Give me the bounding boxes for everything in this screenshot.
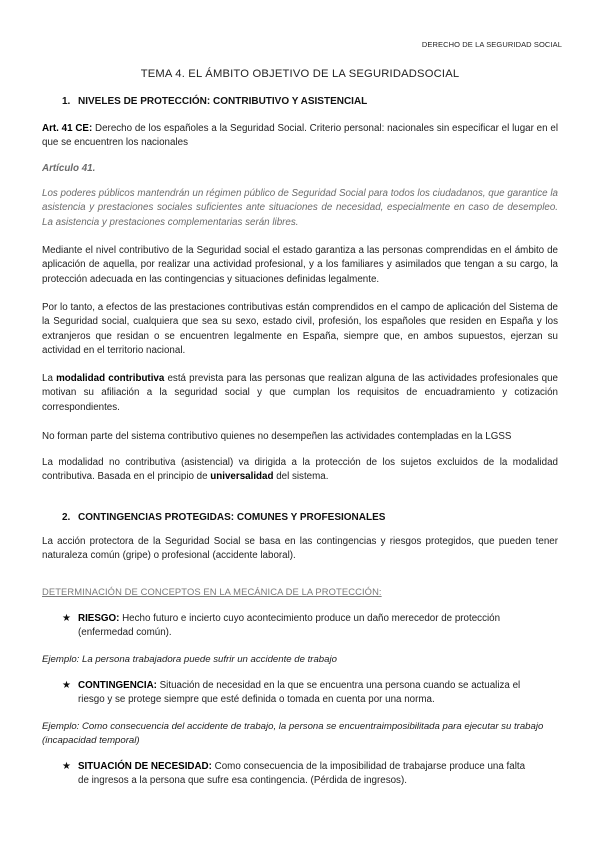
modalidad-post: está prevista para las personas que realizan alguna de las actividades profesionales que motivan su afiliación a la seguridad social y que cumplan los requisitos de encuadramiento y cotización correspondientes. <box>42 373 558 413</box>
section-2-title: CONTINGENCIAS PROTEGIDAS: COMUNES Y PROFESIONALES <box>78 512 386 523</box>
conceptos-subheading: DETERMINACIÓN DE CONCEPTOS EN LA MECÁNICA DE LA PROTECCIÓN: <box>42 586 382 597</box>
modalidad-pre: La <box>42 373 57 384</box>
contingencia-text-2: riesgo y se protege siempre que esté definida o tomada en cuenta por una norma. <box>78 694 435 706</box>
modalidad-bold: modalidad contributiva <box>56 373 165 384</box>
paragraph-no-contributiva <box>42 456 558 485</box>
art41-text: Derecho de los españoles a la Seguridad Social. Criterio personal: nacionales sin especificar el lugar en el que se encuentren los nacionales <box>42 123 558 149</box>
paragraph-por-lo-tanto: Por lo tanto, a efectos de las prestaciones contributivas están comprendidos en el campo de aplicación del Sistema de la Seguridad social, cualquiera que sea su sexo, estado civil, profesión, los españoles que residen en España y los extranjeros que residan o se encuentren legalmente en España, siempre que, en ambos supuestos, ejerzan su actividad en el territorio nacional. <box>42 302 558 357</box>
paragraph-no-forman: No forman parte del sistema contributivo quienes no desempeñen las actividades contempladas en la LGSS <box>42 431 512 442</box>
art41-paragraph <box>42 122 558 151</box>
riesgo-label: RIESGO: <box>78 613 120 624</box>
paragraph-contributivo: Mediante el nivel contributivo de la Seguridad social el estado garantiza a las personas comprendidas en el ámbito de aplicación de aquella, por realizar una actividad profesional, y a los familiares y asimilados que tengan a su cargo, la protección adecuada en las contingencias y situaciones definidas legalmente. <box>42 245 558 285</box>
contingencia-label: CONTINGENCIA: <box>78 680 157 691</box>
universalidad-bold: universalidad <box>210 471 274 483</box>
running-header: DERECHO DE LA SEGURIDAD SOCIAL <box>421 40 562 49</box>
document-title: TEMA 4. EL ÁMBITO OBJETIVO DE LA SEGURIDADSOCIAL <box>140 68 460 80</box>
paragraph-accion-protectora: La acción protectora de la Seguridad Social se basa en las contingencias y riesgos protegidos, que pueden tener naturaleza común (gripe) o profesional (accidente laboral). <box>42 536 558 562</box>
section-1-title: NIVELES DE PROTECCIÓN: CONTRIBUTIVO Y ASISTENCIAL <box>78 96 368 107</box>
example-2: Ejemplo: Como consecuencia del accidente de trabajo, la persona se encuentraimposibilitada para ejecutar su trabajo (incapacidad temporal) <box>42 721 544 747</box>
situacion-text: Como consecuencia de la imposibilidad de trabajarse produce una falta <box>211 761 526 772</box>
term-riesgo <box>62 612 558 641</box>
star-icon: ★ <box>62 680 71 691</box>
article-41-title: Artículo 41. <box>42 163 96 174</box>
star-icon: ★ <box>62 613 71 624</box>
no-contributiva-post: del sistema. <box>273 471 329 483</box>
article-41-quote: Los poderes públicos mantendrán un régimen público de Seguridad Social para todos los ciudadanos, que garantice la asistencia y prestaciones sociales suficientes ante situaciones de necesidad, especialmente en caso de desempleo. La asistencia y prestaciones complementarias serán libres. <box>42 188 558 228</box>
section-1-number: 1. <box>62 96 71 107</box>
section-2-heading <box>62 512 385 523</box>
example-1: Ejemplo: La persona trabajadora puede sufrir un accidente de trabajo <box>42 654 337 665</box>
section-2-number: 2. <box>62 512 71 523</box>
term-contingencia <box>62 679 558 708</box>
situacion-label: SITUACIÓN DE NECESIDAD: <box>78 761 212 772</box>
situacion-text-2: de ingresos a la persona que sufre esa contingencia. (Pérdida de ingresos). <box>78 775 407 787</box>
contingencia-text: Situación de necesidad en la que se encuentra una persona cuando se actualiza el <box>156 680 521 691</box>
riesgo-text: Hecho futuro e incierto cuyo acontecimiento produce un daño merecedor de protección <box>119 613 501 624</box>
section-1-heading <box>62 96 367 107</box>
art41-label: Art. 41 CE: <box>42 123 93 134</box>
star-icon: ★ <box>62 761 71 772</box>
riesgo-text-2: (enfermedad común). <box>78 627 172 639</box>
paragraph-modalidad-contributiva <box>42 372 558 415</box>
no-contributiva-pre: La modalidad no contributiva (asistencial) va dirigida a la protección de los sujetos excluidos de la modalidad contributiva. Basada en el principio de <box>42 457 558 483</box>
term-situacion-necesidad <box>62 760 558 789</box>
